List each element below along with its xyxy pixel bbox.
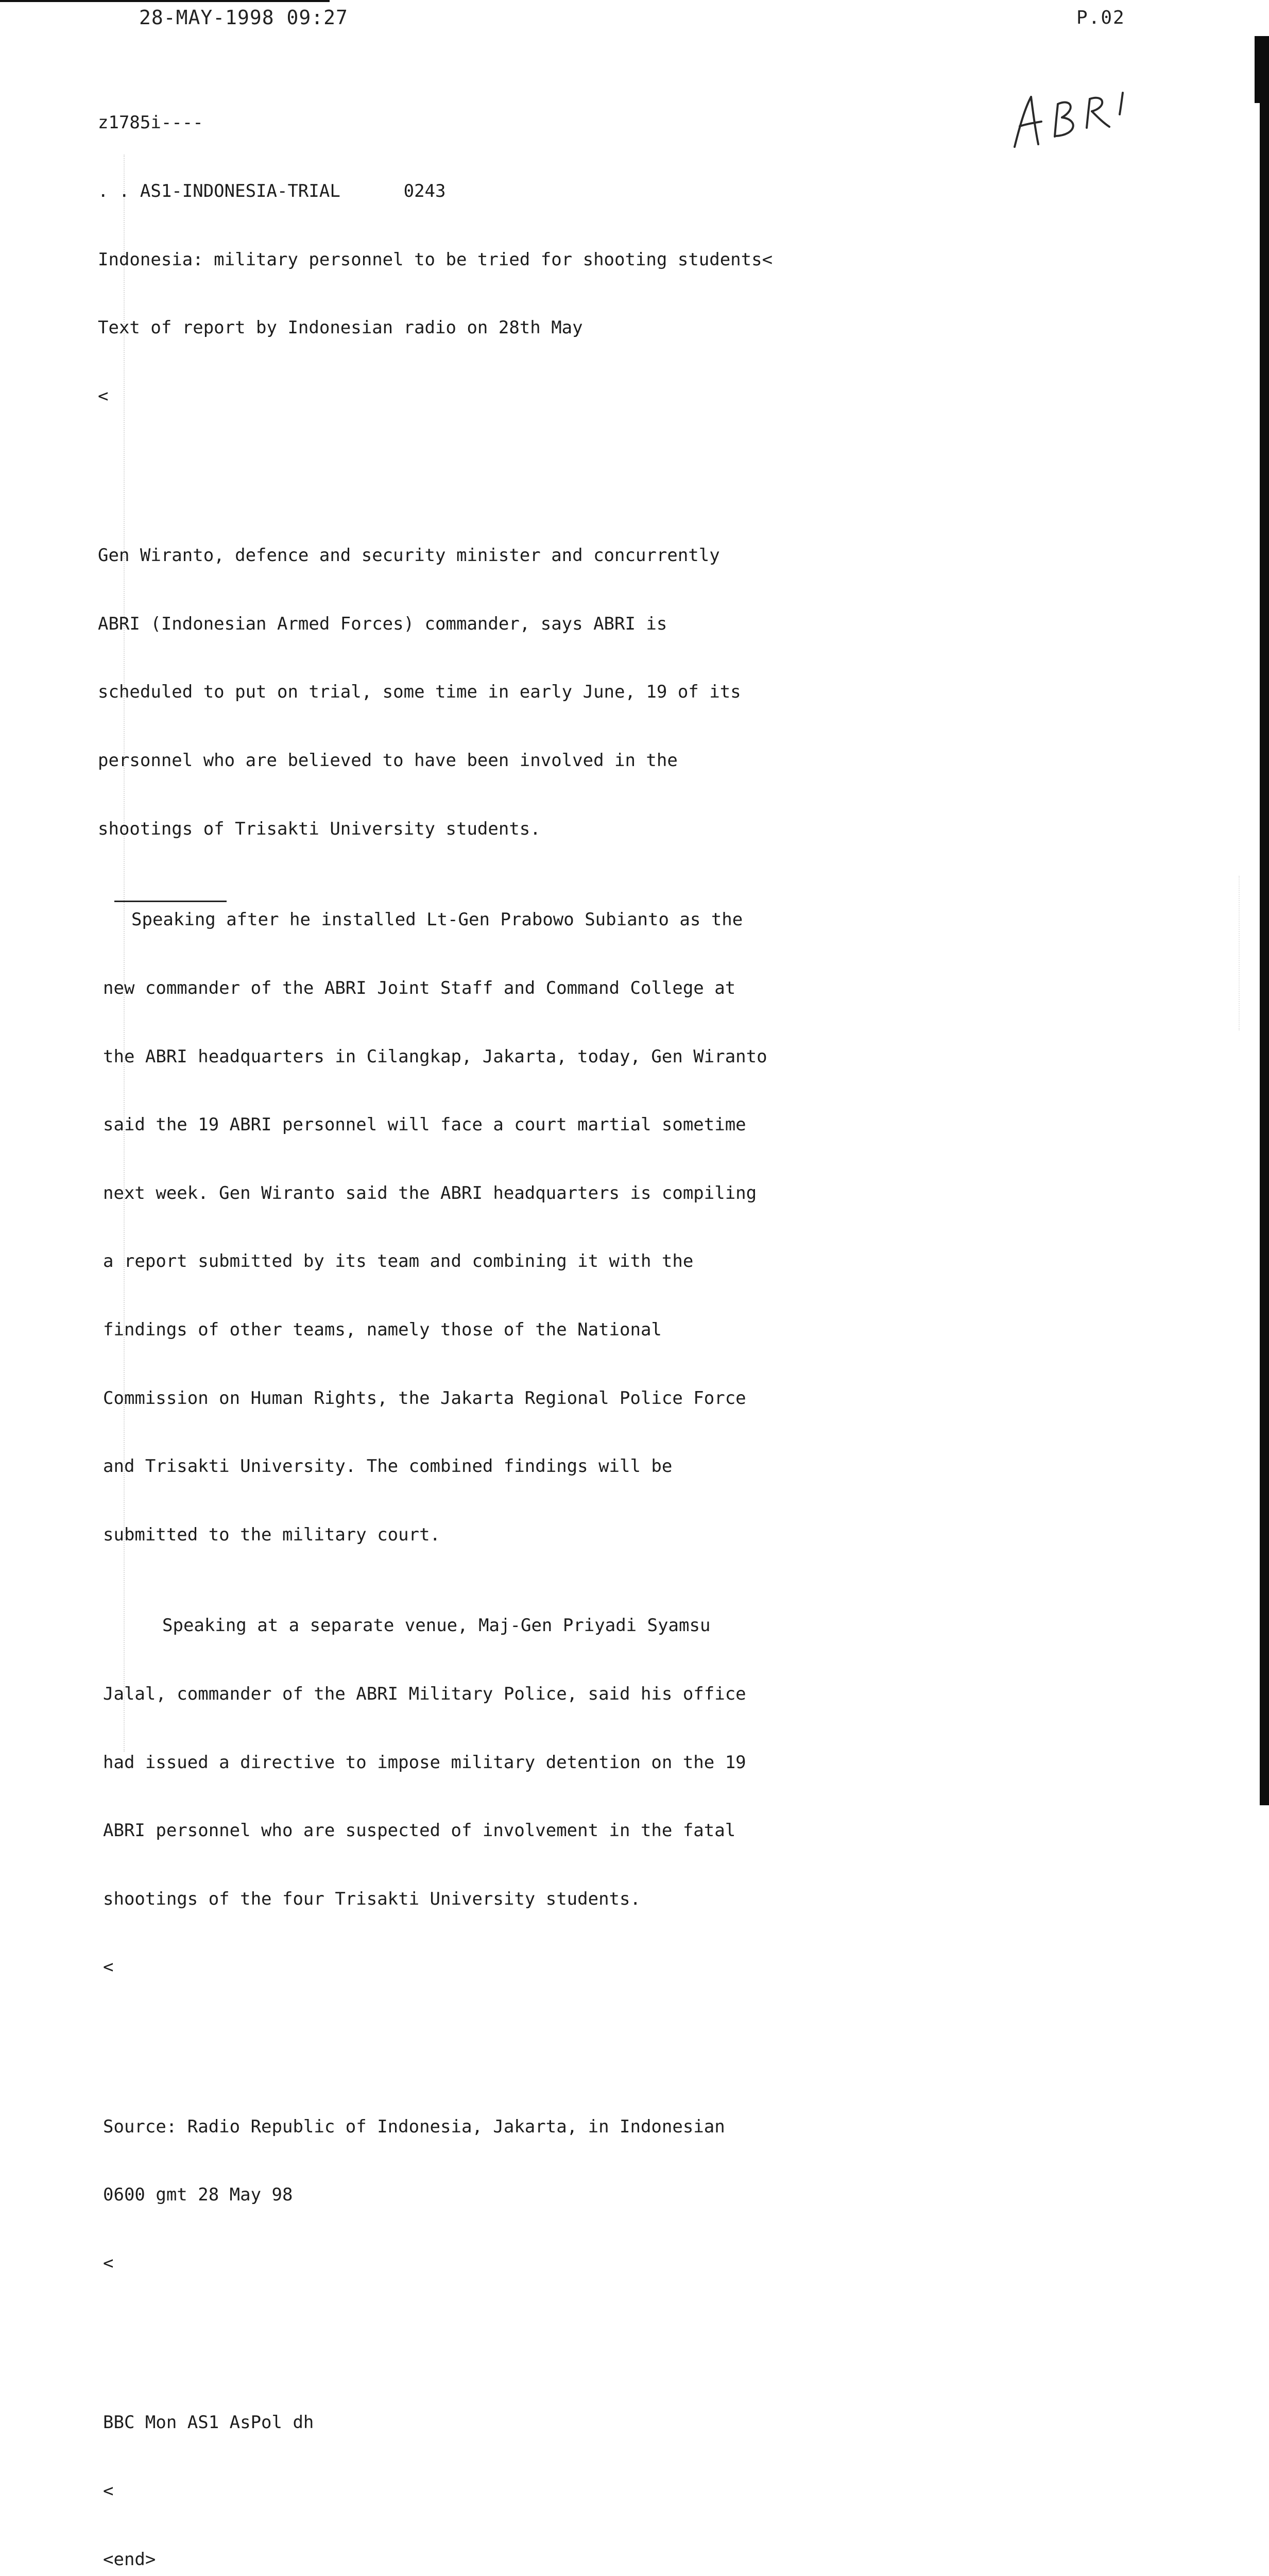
wire-marker: <: [98, 385, 109, 406]
fax-header-page-number: P.02: [1076, 7, 1125, 28]
source-line: 0600 gmt 28 May 98: [103, 2184, 293, 2206]
footer-rule: [114, 901, 227, 902]
body-line: Jalal, commander of the ABRI Military Police, said his office: [103, 1684, 746, 1705]
body-line: Commission on Human Rights, the Jakarta Regional Police Force: [103, 1387, 746, 1409]
wire-subhead: Text of report by Indonesian radio on 28th May: [98, 317, 583, 338]
body-line: the ABRI headquarters in Cilangkap, Jakarta, today, Gen Wiranto: [103, 1046, 767, 1067]
body-line: findings of other teams, namely those of the National: [103, 1319, 662, 1340]
scan-edge-bar: [1260, 36, 1269, 1805]
spacer: [98, 2320, 973, 2343]
body-line: said the 19 ABRI personnel will face a court martial sometime: [103, 1114, 746, 1136]
body-line: Speaking after he installed Lt-Gen Prabowo Subianto as the: [131, 909, 743, 930]
spacer: [98, 453, 973, 476]
wire-headline: Indonesia: military personnel to be tried for shooting students<: [98, 249, 773, 270]
wire-slug: z1785i----: [98, 112, 203, 133]
body-line: personnel who are believed to have been involved in the: [98, 750, 678, 771]
wire-report: [98, 66, 973, 2576]
body-line: submitted to the military court.: [103, 1524, 441, 1545]
body-line: ABRI (Indonesian Armed Forces) commander, says ABRI is: [98, 613, 667, 634]
footer-marker: <: [103, 2481, 114, 2502]
body-line: shootings of the four Trisakti University students.: [103, 1888, 641, 1909]
spacer: [98, 2024, 973, 2047]
body-line: Speaking at a separate venue, Maj-Gen Priyadi Syamsu: [162, 1615, 711, 1636]
footer-credit: BBC Mon AS1 AsPol dh: [103, 2412, 314, 2433]
fax-header-datetime: 28-MAY-1998 09:27: [139, 6, 348, 29]
body-line: a report submitted by its team and combining it with the: [103, 1251, 694, 1272]
body-line: Gen Wiranto, defence and security minister and concurrently: [98, 545, 720, 566]
fax-top-edge: [0, 0, 330, 2]
body-line: shootings of Trisakti University students.: [98, 818, 541, 839]
body-line: and Trisakti University. The combined findings will be: [103, 1456, 673, 1477]
body-line: scheduled to put on trial, some time in early June, 19 of its: [98, 682, 741, 703]
body-line: next week. Gen Wiranto said the ABRI headquarters is compiling: [103, 1182, 757, 1204]
body-line: ABRI personnel who are suspected of involvement in the fatal: [103, 1820, 736, 1841]
handwritten-annotation: [1004, 77, 1159, 165]
body-marker: <: [103, 1957, 114, 1978]
body-line: new commander of the ABRI Joint Staff and Command College at: [103, 977, 736, 998]
body-line: had issued a directive to impose military detention on the 19: [103, 1752, 746, 1773]
wire-topic-line: . . AS1-INDONESIA-TRIAL 0243: [98, 181, 446, 201]
scan-noise-dots: [1239, 876, 1240, 1030]
footer-end: <end>: [103, 2549, 156, 2570]
source-marker: <: [103, 2253, 114, 2274]
source-line: Source: Radio Republic of Indonesia, Jakarta, in Indonesian: [103, 2116, 725, 2137]
